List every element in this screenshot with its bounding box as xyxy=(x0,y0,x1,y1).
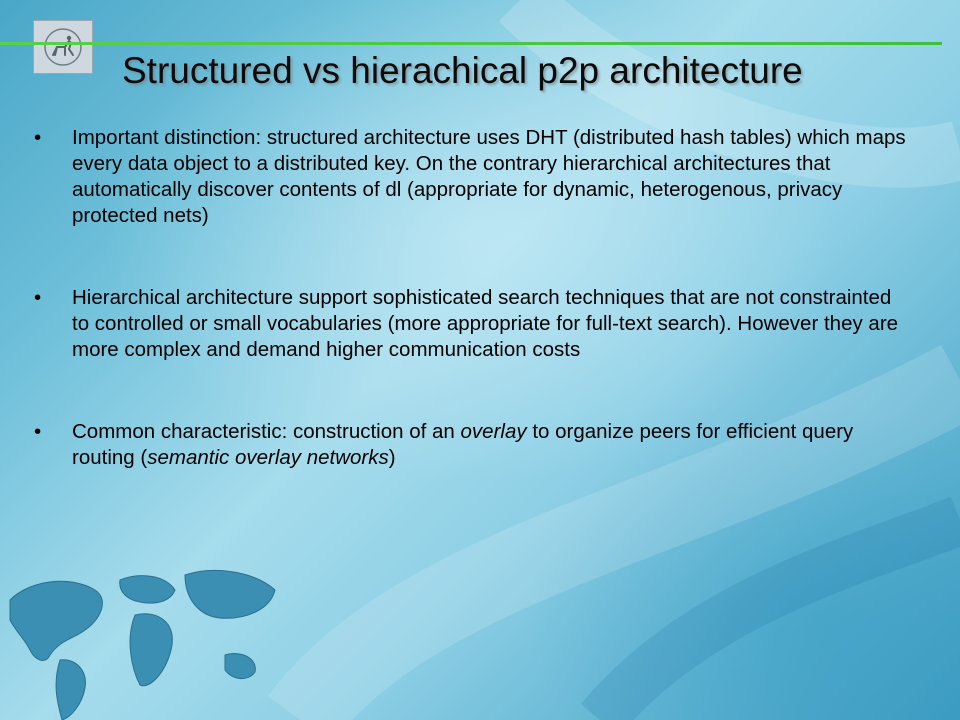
centaur-emblem-icon xyxy=(43,27,83,67)
bullet-dot: • xyxy=(34,286,42,309)
bullet-text: Hierarchical architecture support sophisticated search techniques that are not constrainted to controlled or small vocabularies (more appropriate for full-text search). However they are more complex and demand higher communication costs xyxy=(72,286,899,361)
bullet-item xyxy=(34,419,914,471)
bullet-text-part: Common characteristic: construction of an xyxy=(72,420,461,443)
bullet-text-part: to organize peers for efficient query routing ( xyxy=(72,420,854,469)
bullet-item xyxy=(34,125,914,229)
university-logo xyxy=(33,20,93,74)
bullet-text: Important distinction: structured architecture uses DHT (distributed hash tables) which maps every data object to a distributed key. On the contrary hierarchical architectures that automatically discover contents of dl (appropriate for dynamic, heterogenous, privacy protected nets) xyxy=(72,126,906,227)
overlay-term: overlay xyxy=(460,420,527,443)
semantic-overlay-networks-term: semantic overlay networks xyxy=(147,446,389,469)
bullet-text-part: ) xyxy=(388,446,396,469)
slide-title: Structured vs hierachical p2p architecture xyxy=(122,50,803,91)
title-accent-rule xyxy=(0,42,942,45)
world-map-graphic xyxy=(0,560,280,720)
bullet-dot: • xyxy=(34,126,42,149)
bullet-dot: • xyxy=(34,420,42,443)
bullet-list xyxy=(34,125,914,471)
bullet-item xyxy=(34,285,914,363)
